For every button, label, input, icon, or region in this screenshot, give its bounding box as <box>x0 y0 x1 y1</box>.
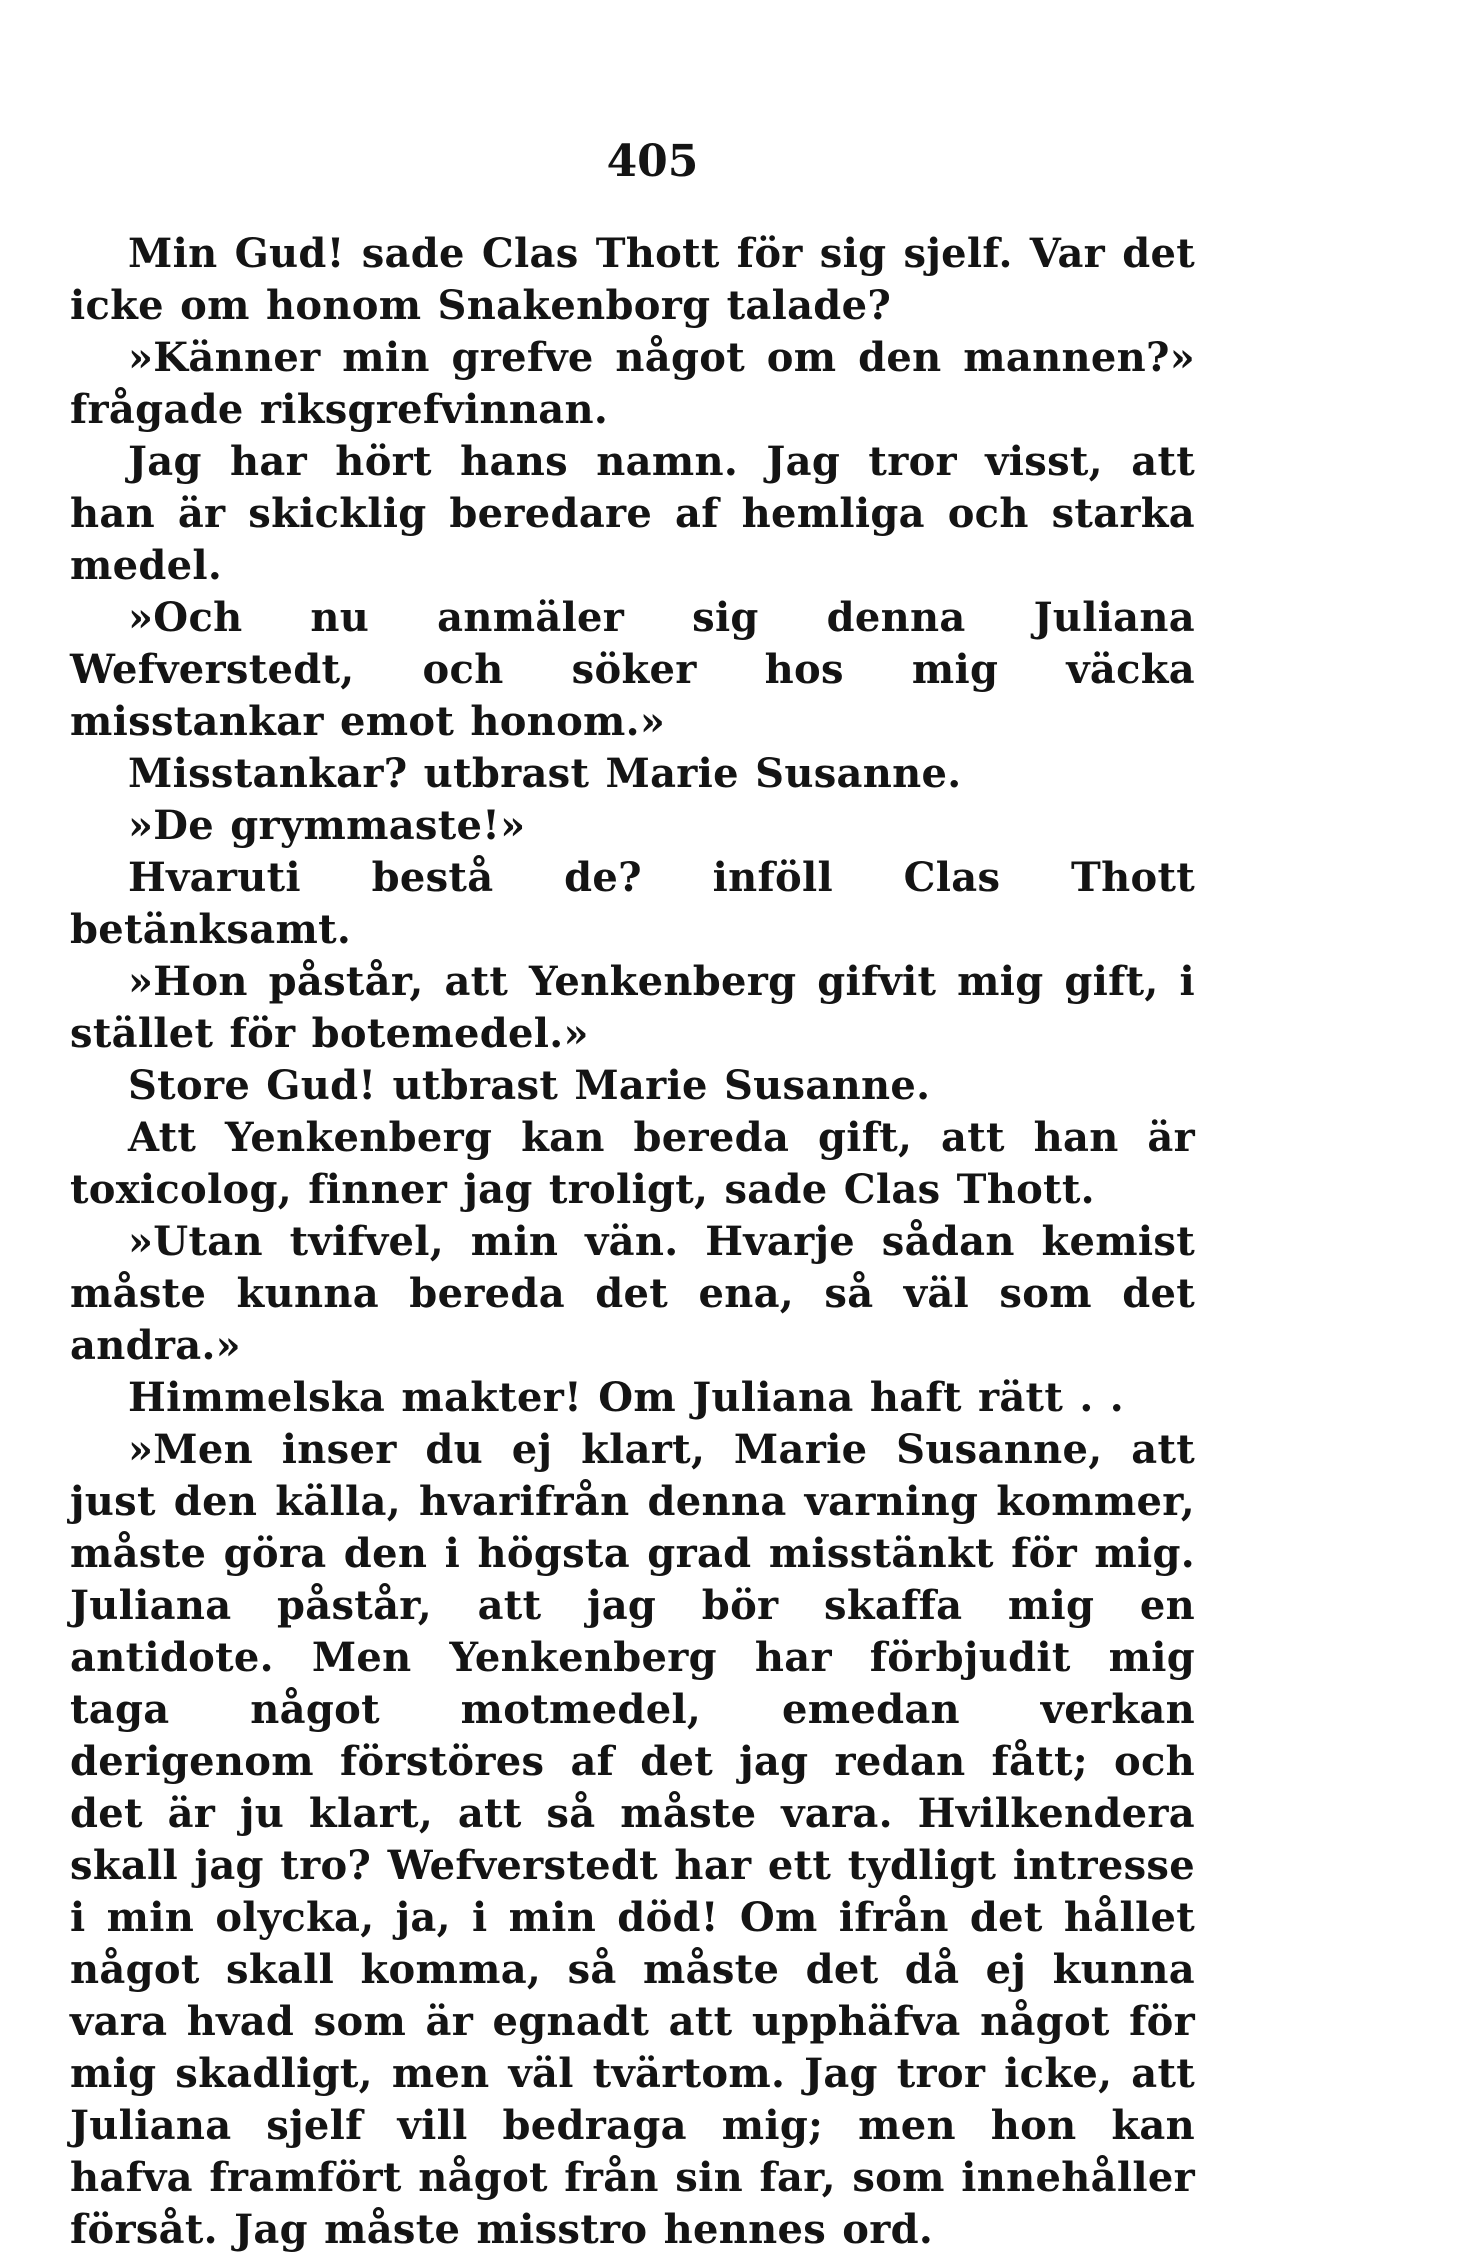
paragraph: »Och nu anmäler sig denna Juliana Wefverstedt, och söker hos mig väcka misstankar emot honom.» <box>70 594 1195 745</box>
paragraph: »Utan tvifvel, min vän. Hvarje sådan kemist måste kunna bereda det ena, så väl som det andra.» <box>70 1218 1195 1369</box>
page-number: 405 <box>606 136 699 187</box>
paragraph: »Men inser du ej klart, Marie Susanne, att just den källa, hvarifrån denna varning kommer, måste göra den i högsta grad misstänkt för mig. Juliana påstår, att jag bör skaffa mig en antidote. Men Yenkenberg har förbjudit mig taga något motmedel, emedan verkan derigenom förstöres af det jag redan fått; och det är ju klart, att så måste vara. Hvilkendera skall jag tro? Wefverstedt har ett tydligt intresse i min olycka, ja, i min död! Om ifrån det hållet något skall komma, så måste det då ej kunna vara hvad som är egnadt att upphäfva något för mig skadligt, men väl tvärtom. Jag tror icke, att Juliana sjelf vill bedraga mig; men hon kan hafva framfört något från sin far, som innehåller försåt. Jag måste misstro hennes ord. <box>70 1426 1195 2253</box>
paragraph: Hvaruti bestå de? inföll Clas Thott betänksamt. <box>70 854 1195 953</box>
paragraph: »Hon påstår, att Yenkenberg gifvit mig gift, i stället för botemedel.» <box>70 958 1195 1057</box>
paragraph: Store Gud! utbrast Marie Susanne. <box>128 1062 931 1109</box>
paragraph: »De grymmaste!» <box>128 802 526 849</box>
paragraph: Min Gud! sade Clas Thott för sig sjelf. Var det icke om honom Snakenborg talade? <box>70 230 1195 329</box>
paragraph: Jag har hört hans namn. Jag tror visst, att han är skicklig beredare af hemliga och starka medel. <box>70 438 1195 589</box>
paragraph: »Känner min grefve något om den mannen?» frågade riksgrefvinnan. <box>70 334 1195 433</box>
book-page <box>70 136 1195 2256</box>
paragraph: Himmelska makter! Om Juliana haft rätt . . <box>128 1374 1124 1421</box>
paragraph: Att Yenkenberg kan bereda gift, att han är toxicolog, finner jag troligt, sade Clas Thott. <box>70 1114 1195 1213</box>
paragraph: Misstankar? utbrast Marie Susanne. <box>128 750 962 797</box>
